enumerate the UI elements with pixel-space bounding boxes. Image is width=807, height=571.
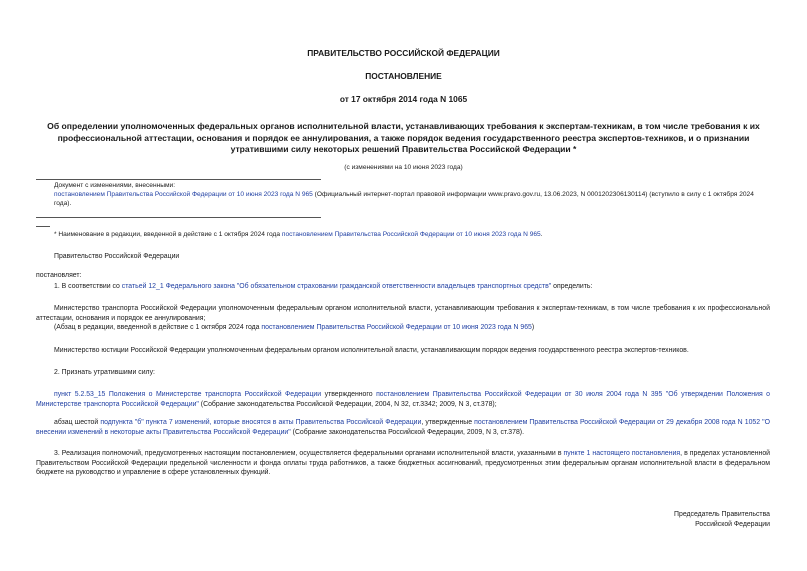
- signature-block: [674, 510, 770, 529]
- p2a-mid: утвержденного: [321, 391, 377, 398]
- paragraph-3: [36, 449, 770, 478]
- changes-label: Документ с изменениями, внесенными:: [54, 182, 176, 189]
- footnote: [54, 230, 770, 239]
- changes-details: (Официальный интернет-портал правовой информации www.pravo.gov.ru, 13.06.2023, N 0001202306130114) (вступило в силу с 1 октября 2024 года).: [54, 191, 754, 208]
- resolves-label: постановляет:: [36, 272, 82, 279]
- p2b-link2[interactable]: постановлением Правительства Российской Федерации от 29 декабря 2008 года N 1052 "О внесении изменений в некоторые акты Правительства Российской Федерации": [36, 419, 770, 436]
- p2b-end: (Собрание законодательства Российской Федерации, 2009, N 3, ст.378).: [290, 428, 525, 436]
- paragraph-1a: [36, 304, 770, 333]
- p1-text-end: определить:: [551, 283, 593, 290]
- date-number-heading: от 17 октября 2014 года N 1065: [339, 94, 468, 104]
- signature-org: Российской Федерации: [695, 520, 770, 528]
- p3-link[interactable]: пункте 1 настоящего постановления: [563, 450, 681, 457]
- p1a-note-link[interactable]: постановлением Правительства Российской Федерации от 10 июня 2023 года N 965: [261, 324, 532, 331]
- changes-block: [54, 181, 770, 209]
- footnote-end: .: [540, 231, 543, 238]
- p1-text: 1. В соответствии со: [54, 283, 122, 290]
- p2b-mid: , утвержденные: [421, 419, 475, 426]
- paragraph-1: [36, 282, 770, 292]
- document-title: Об определении уполномоченных федеральных органов исполнительной власти, устанавливающих требования к экспертам-техникам, в том числе требования к их профессиональной аттестации, основания и порядок ее аннулирования, а также порядок ведения государственного реестра экспертов-техников, и о признании утратившими силу некоторых решений Правительства Российской Федерации *: [47, 121, 760, 154]
- p1a-text: Министерство транспорта Российской Федерации уполномоченным федеральным органом исполнительной власти, устанавливающим требования к экспертам-техникам, в том числе требования к их профессиональной аттестации, основания и порядок ее аннулирования;: [36, 305, 770, 322]
- doc-type-heading: ПОСТАНОВЛЕНИЕ: [365, 71, 442, 81]
- signature-title: Председатель Правительства: [674, 511, 770, 518]
- p1a-note: [36, 323, 770, 333]
- paragraph-2a: [36, 390, 770, 409]
- footnote-text: * Наименование в редакции, введенной в действие с 1 октября 2024 года: [54, 231, 282, 238]
- p2a-end: (Собрание законодательства Российской Федерации, 2004, N 32, ст.3342; 2009, N 3, ст.378);: [198, 400, 497, 408]
- divider-top: [36, 179, 321, 180]
- p1-link[interactable]: статьей 12_1 Федерального закона "Об обязательном страховании гражданской ответственности владельцев транспортных средств": [121, 283, 552, 290]
- changes-link[interactable]: постановлением Правительства Российской Федерации от 10 июня 2023 года N 965: [54, 191, 313, 199]
- paragraph-2b: [36, 418, 770, 437]
- paragraph-2: 2. Признать утратившими силу:: [54, 369, 155, 376]
- p3-text: 3. Реализация полномочий, предусмотренных настоящим постановлением, осуществляется федеральными органами исполнительной власти, указанными в: [54, 450, 564, 457]
- p2b-text: абзац шестой: [54, 419, 101, 426]
- p1a-note-end: ): [531, 324, 535, 331]
- changes-text: [54, 190, 770, 208]
- p1a-note-text: (Абзац в редакции, введенной в действие с 1 октября 2024 года: [54, 324, 262, 331]
- p2a-link2[interactable]: постановлением Правительства Российской Федерации от 30 июля 2004 года N 395 "Об утверждении Положения о Министерстве транспорта Российской Федерации": [36, 391, 771, 408]
- government-label: Правительство Российской Федерации: [54, 253, 180, 260]
- org-heading: ПРАВИТЕЛЬСТВО РОССИЙСКОЙ ФЕДЕРАЦИИ: [307, 48, 500, 58]
- footnote-link[interactable]: постановлением Правительства Российской Федерации от 10 июня 2023 года N 965: [281, 231, 541, 238]
- p2b-link1[interactable]: подпункта "б" пункта 7 изменений, которые вносятся в акты Правительства Российской Федерации: [100, 419, 422, 426]
- p2a-link1[interactable]: пункт 5.2.53_15 Положения о Министерстве транспорта Российской Федерации: [54, 391, 322, 398]
- revision-note: (с изменениями на 10 июня 2023 года): [344, 164, 463, 171]
- footnote-rule: [36, 226, 50, 227]
- paragraph-1b: Министерство юстиции Российской Федерации уполномоченным федеральным органом исполнительной власти, устанавливающим порядок ведения государственного реестра экспертов-техников.: [54, 347, 689, 354]
- divider-mid: [36, 217, 321, 218]
- p3-end: , в пределах установленной Правительством Российской Федерации предельной численности и фонда оплаты труда работников, а также бюджетных ассигнований, предусмотренных этим федеральным органам исполнительной власти в федеральном бюджете на руководство и управление в сфере установленных функций.: [36, 450, 771, 476]
